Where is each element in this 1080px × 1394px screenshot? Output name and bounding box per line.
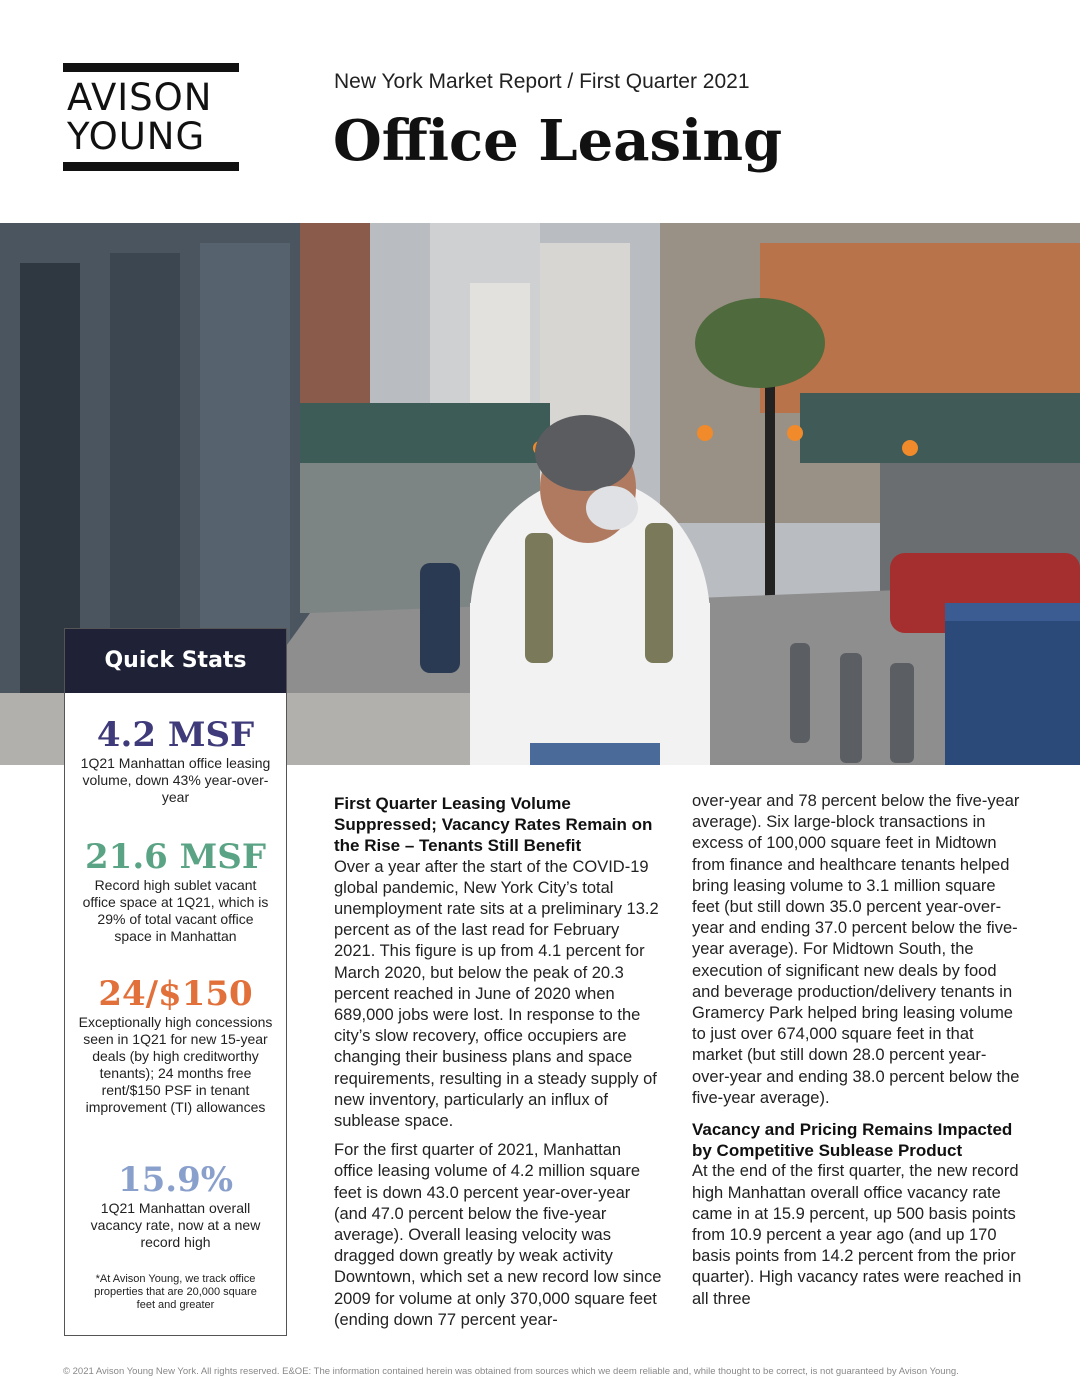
logo-top-rule [63, 63, 239, 72]
stat-value: 4.2 MSF [96, 715, 255, 755]
stat-leasing-volume [65, 715, 286, 806]
paragraph: over-year and 78 percent below the five-year average). Six large-block transactions in excess of 100,000 square feet in Midtown from finance and healthcare tenants helped bring leasing volume to 3.1 million square feet (but still down 35.0 percent year-over-year and ending 37.0 percent below the five-year average). For Midtown South, the execution of significant new deals by food and beverage production/delivery tenants in Gramercy Park helped bring leasing volume to just over 674,000 square feet in that market (but still down 28.0 percent year-over-year and ending 38.0 percent below the five-year average). [692, 792, 1020, 1107]
stat-value: 24/$150 [98, 974, 253, 1014]
stat-sublet-vacant [65, 837, 286, 945]
logo-word-avison: AVISON [67, 76, 213, 119]
stat-vacancy-rate [65, 1160, 286, 1251]
quick-stats-panel [64, 628, 287, 1336]
paragraph: Over a year after the start of the COVID-19 global pandemic, New York City’s total unemployment rate sits at a preliminary 13.2 percent as of the last read for February 2021. This figure is up from 4.1 percent for March 2020, but below the peak of 20.3 percent reached in June of 2020 when 689,000 jobs were lost. In response to the city’s slow recovery, office occupiers are changing their business plans and space requirements, resulting in a steady supply of new inventory, particularly an influx of sublease space. [334, 857, 659, 1131]
copyright-footer: © 2021 Avison Young New York. All rights reserved. E&OE: The information contained herein was obtained from sources which we deem reliable and, while thought to be correct, is not guaranteed by Avison Young. [63, 1366, 959, 1377]
stat-description: 1Q21 Manhattan office leasing volume, down 43% year-over-year [80, 755, 271, 805]
report-title: Office Leasing [333, 108, 783, 174]
paragraph: At the end of the first quarter, the new record high Manhattan overall office vacancy rate came in at 15.9 percent, up 500 basis points from 10.9 percent a year ago (and up 170 basis points from 14.2 percent from the prior quarter). High vacancy rates were reached in all three [692, 1162, 1022, 1308]
stat-value: 15.9% [117, 1160, 234, 1200]
article-column-2 [692, 791, 1022, 1310]
logo-word-young: YOUNG [67, 115, 206, 158]
report-subtitle: New York Market Report / First Quarter 2021 [334, 70, 750, 93]
section-heading-vacancy: Vacancy and Pricing Remains Impacted by Competitive Sublease Product [692, 1120, 1013, 1161]
quick-stats-heading: Quick Stats [65, 629, 286, 693]
avison-young-logo [63, 63, 239, 171]
section-heading-leasing: First Quarter Leasing Volume Suppressed; Vacancy Rates Remain on the Rise – Tenants Still Benefit [334, 794, 653, 856]
stat-description: Record high sublet vacant office space at 1Q21, which is 29% of total vacant office space in Manhattan [82, 877, 269, 944]
logo-bottom-rule [63, 162, 239, 171]
stat-concessions [65, 974, 286, 1116]
stat-value: 21.6 MSF [85, 837, 266, 877]
paragraph: For the first quarter of 2021, Manhattan office leasing volume of 4.2 million square feet is down 43.0 percent year-over-year (and 47.0 percent below the five-year average). Overall leasing velocity was dragged down greatly by weak activity Downtown, which set a new record low since 2009 for volume at only 370,000 square feet (ending down 77 percent year- [334, 1141, 662, 1329]
quick-stats-footnote: *At Avison Young, we track office properties that are 20,000 square feet and greater [94, 1273, 257, 1311]
stat-description: 1Q21 Manhattan overall vacancy rate, now at a new record high [90, 1200, 261, 1250]
article-column-1 [334, 793, 664, 1331]
stat-description: Exceptionally high concessions seen in 1Q21 for new 15-year deals (by high creditworthy tenants); 24 months free rent/$150 PSF in tenant improvement (TI) allowances [78, 1014, 273, 1115]
